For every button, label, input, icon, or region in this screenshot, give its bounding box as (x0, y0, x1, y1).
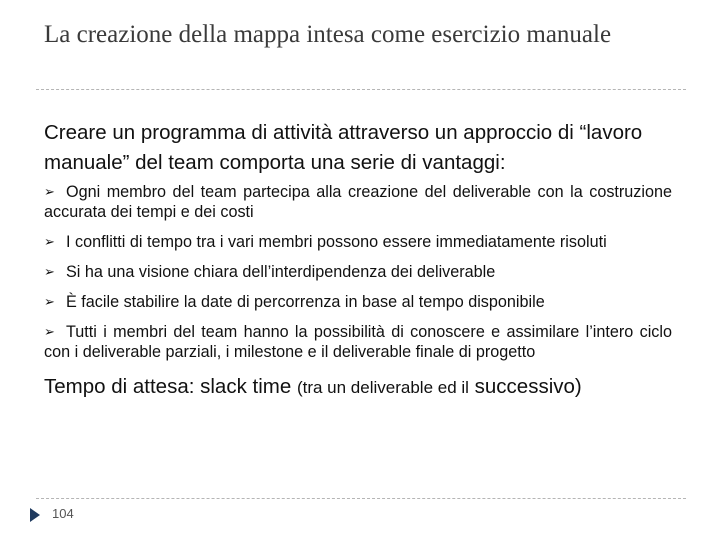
lead-paragraph: Creare un programma di attività attraverso un approccio di “lavoro manuale” del team comporta una serie di vantaggi: (44, 121, 643, 174)
arrow-bullet-icon: ➢ (44, 264, 55, 279)
bullet-list (44, 182, 672, 362)
footer-triangle-icon (30, 508, 40, 522)
title-divider (36, 89, 686, 90)
list-item (44, 292, 672, 312)
slack-time-paren: (tra un deliverable ed il (296, 378, 469, 397)
slack-time-label: Tempo di attesa: slack time (44, 375, 292, 398)
list-item (44, 182, 672, 222)
list-item (44, 262, 672, 282)
arrow-bullet-icon: ➢ (44, 294, 55, 309)
slide-body (44, 118, 672, 403)
slack-time-end: successivo) (474, 375, 582, 398)
footer-divider (36, 498, 686, 499)
bullet-text: I conflitti di tempo tra i vari membri possono essere immediatamente risoluti (66, 233, 607, 251)
bullet-text: Si ha una visione chiara dell’interdipendenza dei deliverable (66, 263, 496, 281)
arrow-bullet-icon: ➢ (44, 324, 55, 339)
bullet-text: È facile stabilire la date di percorrenza in base al tempo disponibile (66, 293, 545, 311)
page-number: 104 (52, 506, 74, 521)
bullet-text: Ogni membro del team partecipa alla creazione del deliverable con la costruzione accurata dei tempi e dei costi (44, 183, 672, 221)
list-item (44, 322, 672, 362)
arrow-bullet-icon: ➢ (44, 234, 55, 249)
list-item (44, 232, 672, 252)
arrow-bullet-icon: ➢ (44, 184, 55, 199)
bullet-text: Tutti i membri del team hanno la possibilità di conoscere e assimilare l’intero ciclo con i deliverable parziali, i milestone e il deliverable finale di progetto (44, 323, 672, 361)
slack-time-paragraph (44, 372, 672, 403)
slide-title: La creazione della mappa intesa come esercizio manuale (44, 21, 612, 48)
